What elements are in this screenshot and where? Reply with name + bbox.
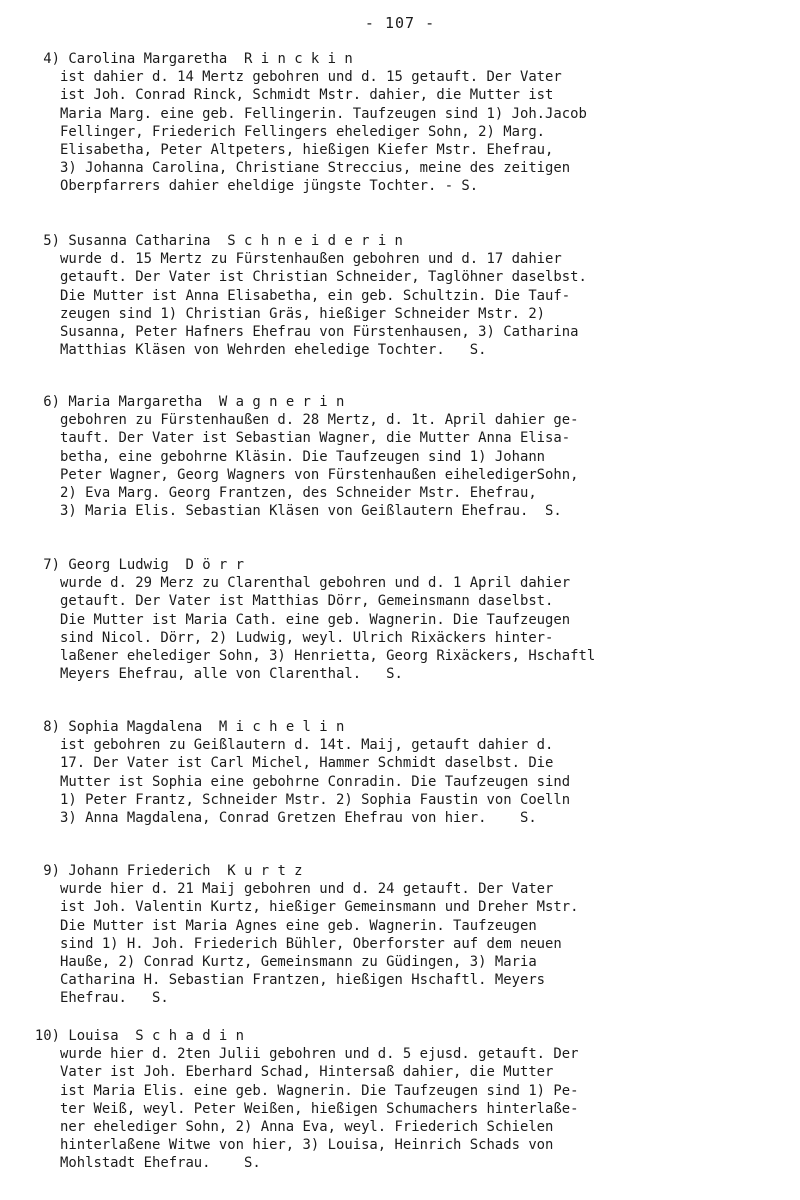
entry-line: Matthias Kläsen von Wehrden eheledige Tochter. S. [60, 342, 487, 359]
entry-line: ist gebohren zu Geißlautern d. 14t. Maij, getauft dahier d. [60, 737, 554, 754]
entry-line: Oberpfarrers dahier eheldige jüngste Tochter. - S. [60, 178, 479, 195]
entry-line: wurde d. 15 Mertz zu Fürstenhaußen gebohren und d. 17 dahier [60, 251, 562, 268]
entry-given-name: Susanna Catharina [68, 233, 211, 249]
entry-line: ner ehelediger Sohn, 2) Anna Eva, weyl. Friederich Schielen [60, 1118, 554, 1135]
entry-heading [20, 556, 790, 574]
baptism-entry-8 [20, 718, 790, 827]
entry-line: Fellinger, Friederich Fellingers ehelediger Sohn, 2) Marg. [60, 123, 546, 140]
entry-line: Elisabetha, Peter Altpeters, hießigen Kiefer Mstr. Ehefrau, [60, 141, 554, 158]
entry-given-name: Louisa [68, 1028, 119, 1044]
entry-line: Meyers Ehefrau, alle von Clarenthal. S. [60, 666, 403, 683]
entry-text [20, 736, 790, 827]
entry-line: Catharina H. Sebastian Frantzen, hießigen Hschaftl. Meyers [60, 972, 546, 989]
entry-line: wurde hier d. 2ten Julii gebohren und d. 5 ejusd. getauft. Der [60, 1046, 579, 1063]
entry-number: 9) [43, 863, 60, 879]
entry-number: 6) [43, 394, 60, 410]
entry-text [20, 880, 790, 1007]
entry-given-name: Carolina Margaretha [68, 51, 228, 67]
baptism-entry-4 [20, 50, 790, 196]
entry-line: ist Joh. Conrad Rinck, Schmidt Mstr. dahier, die Mutter ist [60, 87, 554, 104]
baptism-entry-5 [20, 232, 790, 359]
entry-line: Ehefrau. S. [60, 990, 169, 1007]
entry-line: zeugen sind 1) Christian Gräs, hießiger Schneider Mstr. 2) [60, 305, 546, 322]
entry-surname: M i c h e l i n [218, 719, 345, 735]
entry-line: wurde hier d. 21 Maij gebohren und d. 24 getauft. Der Vater [60, 881, 554, 898]
entry-number: 7) [43, 557, 60, 573]
baptism-entry-10 [20, 1027, 790, 1173]
baptism-entry-6 [20, 393, 790, 520]
entry-line: laßener ehelediger Sohn, 3) Henrietta, Georg Rixäckers, Hschaftl [60, 647, 596, 664]
entry-heading [20, 393, 790, 411]
entry-line: Die Mutter ist Maria Cath. eine geb. Wagnerin. Die Taufzeugen [60, 611, 571, 628]
entry-text [20, 411, 790, 520]
entry-line: 3) Johanna Carolina, Christiane Streccius, meine des zeitigen [60, 160, 571, 177]
entry-text [20, 1045, 790, 1172]
entry-given-name: Johann Friederich [68, 863, 211, 879]
entry-text [20, 250, 790, 359]
entry-number: 8) [43, 719, 60, 735]
entry-line: 17. Der Vater ist Carl Michel, Hammer Schmidt daselbst. Die [60, 755, 554, 772]
entry-line: betha, eine gebohrne Kläsin. Die Taufzeugen sind 1) Johann [60, 448, 546, 465]
entry-line: 3) Maria Elis. Sebastian Kläsen von Geißlautern Ehefrau. S. [60, 503, 562, 520]
entry-line: ter Weiß, weyl. Peter Weißen, hießigen Schumachers hinterlaße- [60, 1100, 579, 1117]
entry-line: ist Joh. Valentin Kurtz, hießiger Gemeinsmann und Dreher Mstr. [60, 899, 579, 916]
entry-line: Hauße, 2) Conrad Kurtz, Gemeinsmann zu Güdingen, 3) Maria [60, 953, 537, 970]
entry-line: Peter Wagner, Georg Wagners von Fürstenhaußen eiheledigerSohn, [60, 466, 579, 483]
entry-line: ist Maria Elis. eine geb. Wagnerin. Die Taufzeugen sind 1) Pe- [60, 1082, 579, 1099]
entry-number: 5) [43, 233, 60, 249]
entry-text [20, 68, 790, 195]
entry-line: gebohren zu Fürstenhaußen d. 28 Mertz, d. 1t. April dahier ge- [60, 412, 579, 429]
entry-line: Die Mutter ist Maria Agnes eine geb. Wagnerin. Taufzeugen [60, 917, 537, 934]
entry-surname: S c h a d i n [135, 1028, 245, 1044]
entry-line: ist dahier d. 14 Mertz gebohren und d. 15 getauft. Der Vater [60, 69, 562, 86]
entry-text [20, 574, 790, 683]
entry-line: wurde d. 29 Merz zu Clarenthal gebohren und d. 1 April dahier [60, 575, 571, 592]
entry-heading [20, 1027, 790, 1045]
entry-line: 2) Eva Marg. Georg Frantzen, des Schneider Mstr. Ehefrau, [60, 484, 537, 501]
entry-heading [20, 862, 790, 880]
entry-line: 3) Anna Magdalena, Conrad Gretzen Ehefrau von hier. S. [60, 809, 537, 826]
entry-given-name: Maria Margaretha [68, 394, 203, 410]
entry-line: Susanna, Peter Hafners Ehefrau von Fürstenhausen, 3) Catharina [60, 323, 579, 340]
entry-line: Maria Marg. eine geb. Fellingerin. Taufzeugen sind 1) Joh.Jacob [60, 105, 587, 122]
page-number: - 107 - [364, 14, 436, 32]
entry-number: 10) [34, 1028, 60, 1044]
entry-surname: W a g n e r i n [218, 394, 345, 410]
entry-surname: S c h n e i d e r i n [227, 233, 403, 249]
baptism-entry-7 [20, 556, 790, 683]
entry-line: hinterlaßene Witwe von hier, 3) Louisa, Heinrich Schads von [60, 1137, 554, 1154]
entry-heading [20, 718, 790, 736]
entry-line: Vater ist Joh. Eberhard Schad, Hintersaß dahier, die Mutter [60, 1064, 554, 1081]
entry-surname: K u r t z [227, 863, 303, 879]
entry-line: sind Nicol. Dörr, 2) Ludwig, weyl. Ulrich Rixäckers hinter- [60, 629, 554, 646]
baptism-entry-9 [20, 862, 790, 1008]
entry-line: 1) Peter Frantz, Schneider Mstr. 2) Sophia Faustin von Coelln [60, 791, 571, 808]
entry-number: 4) [43, 51, 60, 67]
entry-given-name: Sophia Magdalena [68, 719, 203, 735]
entry-surname: D ö r r [185, 557, 245, 573]
entry-line: Mohlstadt Ehefrau. S. [60, 1155, 261, 1172]
entry-line: Die Mutter ist Anna Elisabetha, ein geb. Schultzin. Die Tauf- [60, 287, 571, 304]
entry-line: sind 1) H. Joh. Friederich Bühler, Oberforster auf dem neuen [60, 935, 562, 952]
entry-surname: R i n c k i n [244, 51, 353, 67]
entry-line: getauft. Der Vater ist Christian Schneider, Taglöhner daselbst. [60, 269, 587, 286]
entry-line: tauft. Der Vater ist Sebastian Wagner, die Mutter Anna Elisa- [60, 430, 571, 447]
entry-line: getauft. Der Vater ist Matthias Dörr, Gemeinsmann daselbst. [60, 593, 554, 610]
entry-heading [20, 50, 790, 68]
entry-given-name: Georg Ludwig [68, 557, 169, 573]
entry-heading [20, 232, 790, 250]
entry-line: Mutter ist Sophia eine gebohrne Conradin. Die Taufzeugen sind [60, 773, 571, 790]
